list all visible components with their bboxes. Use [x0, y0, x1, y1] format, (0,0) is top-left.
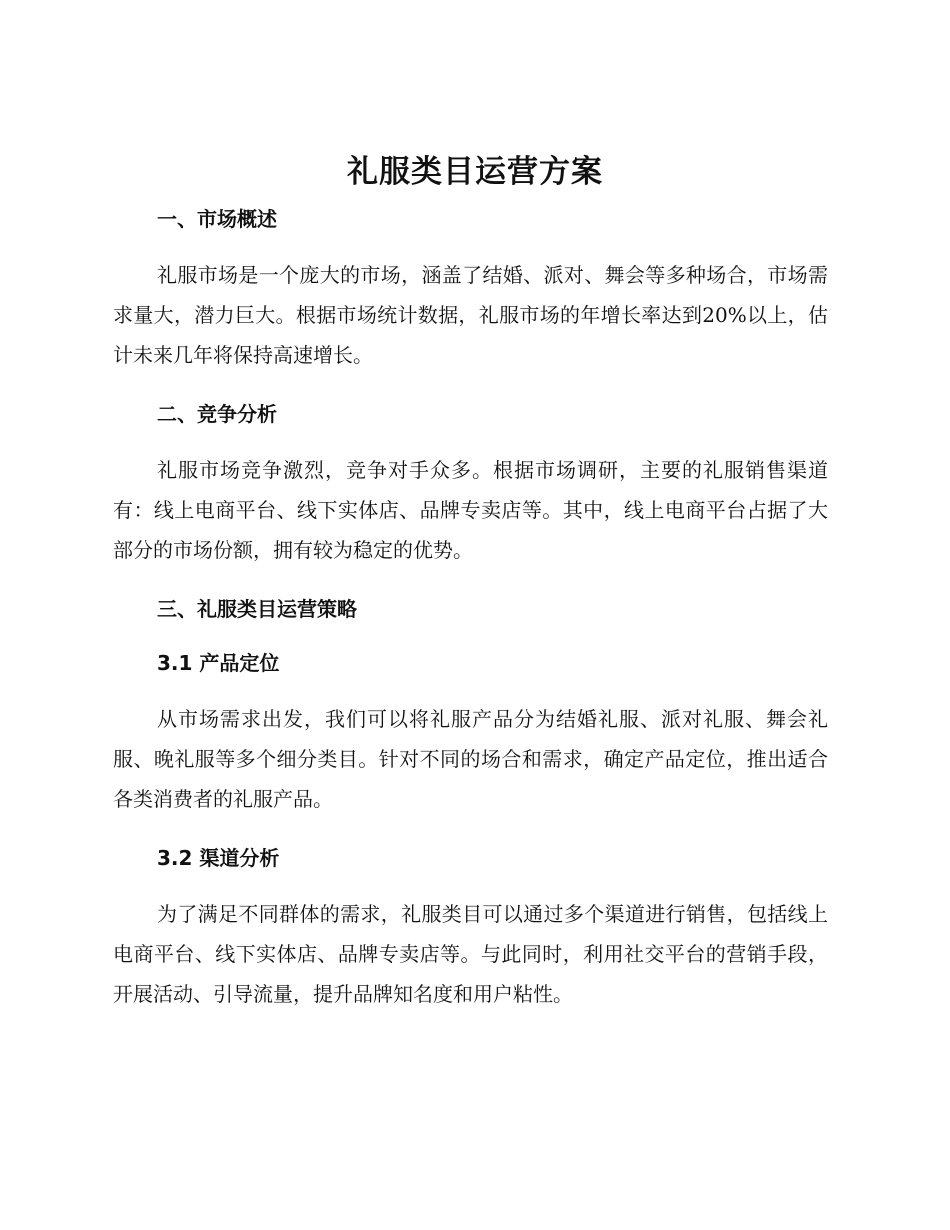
section-heading-operation-strategy: 三、礼服类目运营策略 [157, 597, 357, 621]
subsection-paragraph-channel-analysis: 为了满足不同群体的需求，礼服类目可以通过多个渠道进行销售，包括线上电商平台、线下实体店、品牌专卖店等。与此同时，利用社交平台的营销手段，开展活动、引导流量，提升品牌知名度和用户粘性。 [113, 902, 828, 1006]
subsection-heading-product-positioning: 3.1 产品定位 [157, 651, 280, 675]
section-paragraph-market-overview: 礼服市场是一个庞大的市场，涵盖了结婚、派对、舞会等多种场合，市场需求量大，潜力巨大。根据市场统计数据，礼服市场的年增长率达到20%以上，估计未来几年将保持高速增长。 [113, 263, 828, 367]
section-heading-market-overview: 一、市场概述 [157, 207, 277, 231]
subsection-paragraph-product-positioning: 从市场需求出发，我们可以将礼服产品分为结婚礼服、派对礼服、舞会礼服、晚礼服等多个细分类目。针对不同的场合和需求，确定产品定位，推出适合各类消费者的礼服产品。 [113, 707, 828, 811]
section-heading-competition-analysis: 二、竞争分析 [157, 402, 277, 426]
document-title: 礼服类目运营方案 [347, 154, 603, 190]
subsection-heading-channel-analysis: 3.2 渠道分析 [157, 846, 280, 870]
section-paragraph-competition-analysis: 礼服市场竞争激烈，竞争对手众多。根据市场调研，主要的礼服销售渠道有：线上电商平台、线下实体店、品牌专卖店等。其中，线上电商平台占据了大部分的市场份额，拥有较为稳定的优势。 [113, 458, 828, 562]
